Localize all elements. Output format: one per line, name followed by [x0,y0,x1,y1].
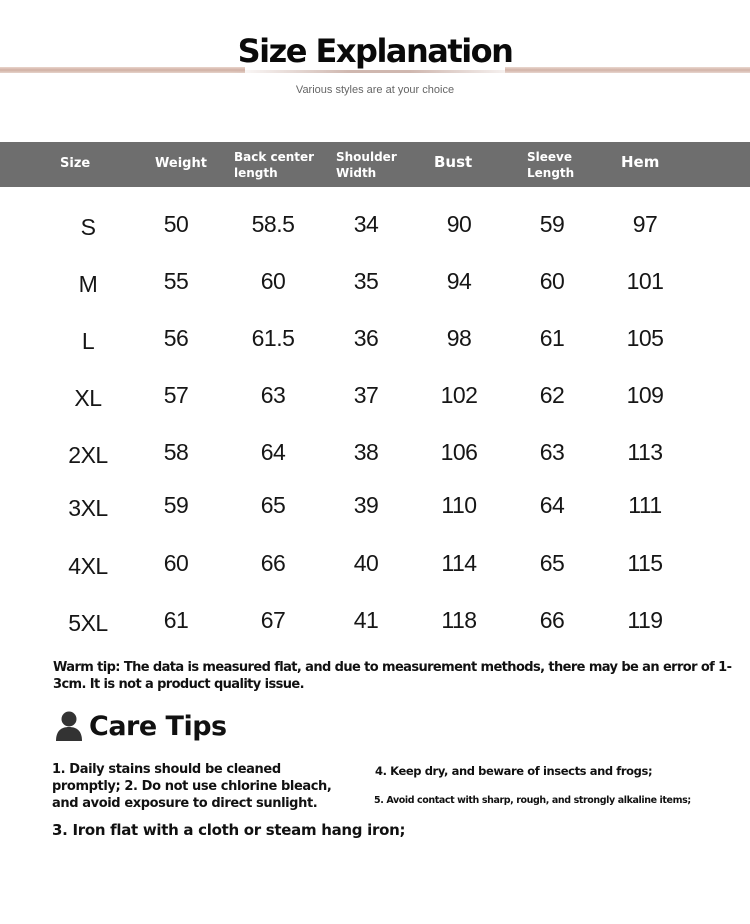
table-cell: 50 [163,211,189,237]
table-cell: 94 [446,268,472,294]
table-cell: 101 [626,268,664,294]
column-header-sleeve-length: Sleeve Length [527,150,575,180]
table-cell: 64 [539,492,565,518]
table-row [0,268,750,298]
person-icon [55,710,83,742]
size-label-cell: 2XL [68,442,108,468]
table-cell: 56 [163,325,189,351]
table-cell: 63 [539,439,565,465]
size-label-cell: 4XL [68,553,108,579]
table-cell: 57 [163,382,189,408]
table-cell: 37 [353,382,379,408]
page-subtitle: Various styles are at your choice [295,84,455,96]
column-header-size: Size [60,156,91,171]
table-header [0,142,750,187]
decorative-line-under-title [230,70,530,73]
title-banner [0,30,750,90]
table-cell: 34 [353,211,379,237]
table-cell: 66 [260,550,286,576]
table-cell: 111 [628,492,662,518]
table-row [0,439,750,469]
table-cell: 105 [626,325,664,351]
table-cell: 114 [441,550,477,576]
table-cell: 60 [260,268,286,294]
table-cell: 58.5 [251,211,295,237]
column-header-back-center-length: Back center length [234,150,315,180]
table-cell: 106 [440,439,478,465]
table-cell: 66 [539,607,565,633]
care-tip-3: 3. Iron flat with a cloth or steam hang iron; [52,821,406,839]
table-cell: 60 [539,268,565,294]
table-row [0,492,750,522]
table-cell: 109 [626,382,664,408]
table-cell: 39 [353,492,379,518]
table-cell: 64 [260,439,286,465]
size-label-cell: 5XL [68,610,108,636]
care-tip-4: 4. Keep dry, and beware of insects and frogs; [375,764,653,778]
table-cell: 38 [353,439,379,465]
table-cell: 61 [163,607,189,633]
table-cell: 55 [163,268,189,294]
table-cell: 67 [260,607,286,633]
table-cell: 65 [539,550,565,576]
page-title: Size Explanation [237,32,513,70]
care-tips-heading [55,708,227,744]
column-header-hem: Hem [621,153,660,171]
care-tip-1-2: 1. Daily stains should be cleaned promptly; 2. Do not use chlorine bleach, and avoid exposure to direct sunlight. [52,762,332,811]
table-cell: 40 [353,550,379,576]
table-cell: 58 [163,439,189,465]
size-label-cell: S [80,214,96,240]
table-cell: 98 [446,325,472,351]
table-cell: 35 [353,268,379,294]
table-cell: 63 [260,382,286,408]
table-cell: 61.5 [251,325,295,351]
table-cell: 62 [539,382,565,408]
column-header-bust: Bust [434,153,473,171]
table-cell: 115 [627,550,663,576]
table-cell: 60 [163,550,189,576]
table-row [0,325,750,355]
column-header-shoulder-width: Shoulder Width [336,150,397,180]
warm-tip: Warm tip: The data is measured flat, and due to measurement methods, there may be an error of 1-3cm. It is not a product quality issue. [53,660,732,692]
table-cell: 97 [632,211,658,237]
table-row [0,211,750,241]
table-cell: 61 [539,325,565,351]
size-label-cell: XL [74,385,102,411]
table-cell: 90 [446,211,472,237]
table-cell: 41 [353,607,379,633]
table-row [0,607,750,637]
size-label-cell: 3XL [68,495,108,521]
size-label-cell: M [78,271,98,297]
table-cell: 36 [353,325,379,351]
table-cell: 118 [441,607,477,633]
care-tips-title: Care Tips [89,710,227,742]
table-cell: 102 [440,382,478,408]
table-cell: 110 [441,492,477,518]
size-label-cell: L [81,328,95,354]
table-row [0,550,750,580]
care-tip-5: 5. Avoid contact with sharp, rough, and strongly alkaline items; [374,795,691,806]
table-cell: 119 [627,607,663,633]
table-cell: 65 [260,492,286,518]
column-header-weight: Weight [155,156,207,171]
table-cell: 113 [627,439,663,465]
table-row [0,382,750,412]
table-cell: 59 [539,211,565,237]
table-cell: 59 [163,492,189,518]
